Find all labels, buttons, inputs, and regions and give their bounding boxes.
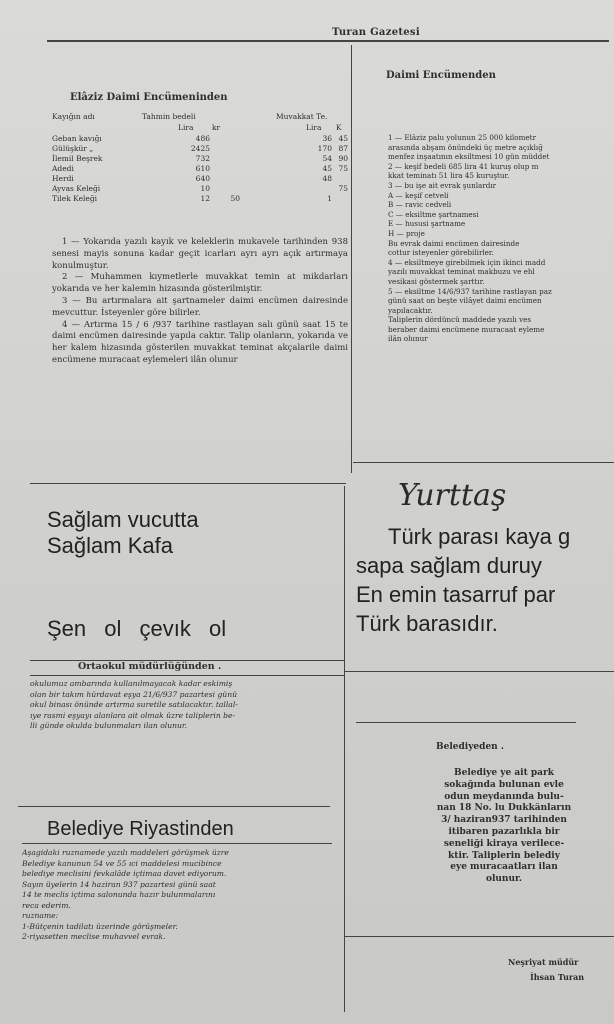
daimi-line: 1 — Elâziz palu yolunun 25 000 kilometr bbox=[388, 133, 537, 142]
table-header bbox=[50, 112, 350, 123]
table-subheader bbox=[50, 123, 350, 134]
col-header-estimate: Tahmin bedeli bbox=[142, 112, 196, 121]
unit-m-lira: Lira bbox=[306, 123, 322, 132]
belediyeden-title: Belediyeden . bbox=[436, 742, 504, 752]
yurttas-line-4: Türk barasıdır. bbox=[356, 611, 498, 636]
deposit-lira: 1 bbox=[327, 194, 332, 203]
daimi-line: beraber daimi encümene muracaat eyleme bbox=[388, 324, 545, 334]
elaziz-paragraphs bbox=[52, 237, 348, 367]
daimi-line: Taliplerin dördüncü maddede yazılı ves bbox=[388, 315, 532, 325]
boat-name: Ayvas Keleği bbox=[52, 184, 101, 193]
daimi-line: günü saat on beşte vilâyet daimi encümen bbox=[388, 296, 542, 306]
daimi-body bbox=[388, 133, 610, 344]
belediyeden-line: sokağında bulunan evle bbox=[444, 779, 564, 790]
table-row bbox=[50, 154, 350, 164]
belediye-riyaset-rule bbox=[22, 843, 332, 844]
daimi-line: H — proje bbox=[388, 228, 425, 238]
riyaset-line: 14 te meclis içtima salonunda hazır bulunmalarını bbox=[22, 890, 216, 899]
belediyeden-line: olunur. bbox=[485, 874, 523, 885]
yurttas-line-3: En emin tasarruf par bbox=[356, 582, 556, 607]
belediye-riyaset-body bbox=[22, 848, 338, 943]
table-row bbox=[50, 164, 350, 174]
ortaokul-title-rule bbox=[30, 675, 344, 676]
divider-left-3 bbox=[18, 806, 330, 807]
divider-right-2 bbox=[344, 671, 614, 672]
table-row bbox=[50, 134, 350, 144]
ortaokul-line: okulumuz ambarında kullanılmayacak kadar eskimiş bbox=[30, 679, 233, 688]
daimi-line: 3 — bu işe ait evrak şunlardır bbox=[388, 180, 497, 190]
yurttas-line-1: Türk parası kaya g bbox=[388, 524, 571, 549]
riyaset-line: reca ederim. bbox=[22, 900, 71, 910]
yurttas-line-2: sapa sağlam duruy bbox=[356, 553, 542, 578]
deposit-lira: 45 bbox=[322, 164, 332, 173]
daimi-line: Bu evrak daimi encümen dairesinde bbox=[388, 238, 520, 248]
yurttas-title: Yurttaş bbox=[398, 478, 507, 513]
deposit-lira: 170 bbox=[317, 144, 332, 153]
header-rule bbox=[47, 40, 609, 42]
riyaset-line: Aşagidaki ruznamede yazılı maddeleri görüşmek üzre bbox=[22, 848, 229, 857]
divider-right-3 bbox=[344, 936, 614, 937]
estimate-kr: 50 bbox=[230, 194, 240, 203]
estimate-lira: 610 bbox=[195, 164, 210, 173]
column-divider-lower bbox=[344, 486, 345, 1012]
boat-name: Tilek Keleği bbox=[52, 194, 98, 203]
column-divider-upper bbox=[351, 45, 352, 473]
ortaokul-line: okul binası önünde artırma suretile satılacaktır. tallal- bbox=[30, 700, 238, 709]
belediyeden-line: Belediye ye ait park bbox=[453, 768, 554, 778]
estimate-lira: 486 bbox=[195, 134, 210, 143]
daimi-line: 2 — keşif bedeli 685 lira 41 kuruş olup m bbox=[388, 161, 539, 171]
belediyeden-line: 3/ haziran937 tarihinden bbox=[441, 815, 567, 826]
table-body bbox=[50, 134, 350, 204]
unit-lira: Lira bbox=[178, 123, 194, 132]
estimate-lira: 12 bbox=[200, 194, 210, 203]
deposit-lira: 48 bbox=[322, 174, 332, 183]
belediyeden-body bbox=[404, 768, 604, 886]
daimi-line: kkat teminatı 51 lira 45 kuruştur. bbox=[388, 171, 510, 181]
footer-publisher-name: İhsan Turan bbox=[530, 972, 585, 982]
daimi-line: 5 — eksiltme 14/6/937 tarihine rastlayan paz bbox=[388, 286, 552, 296]
ortaokul-title: Ortaokul müdürlüğünden . bbox=[78, 661, 222, 672]
ortaokul-line: lli günde okulda bulunmaları ilan olunur. bbox=[30, 721, 188, 730]
riyaset-line: 2-riyasetten meclise muhavvel evrak. bbox=[22, 932, 166, 941]
ad-line-1: Sağlam vucutta bbox=[47, 507, 199, 532]
elaziz-paragraph-2: 2 — Muhammen kıymetlerle muvakkat temin at mikdarları yokarıda ve her kalemin hizasında gösterilmiştir. bbox=[52, 272, 348, 295]
riyaset-line: belediye meclisini fevkalâde içtimaa davet ediyorum. bbox=[22, 869, 227, 878]
ortaokul-line: olan bir takım hürdavat eşya 21/6/937 pazartesi günü bbox=[30, 689, 237, 699]
daimi-line: ilân olunur bbox=[388, 334, 428, 344]
estimate-lira: 732 bbox=[195, 154, 210, 163]
elaziz-title: Elâziz Daimi Encümeninden bbox=[70, 92, 228, 103]
deposit-lira: 36 bbox=[322, 134, 332, 143]
estimate-lira: 10 bbox=[200, 184, 210, 193]
daimi-line: 4 — eksiltmeye girebilmek için ikinci madd bbox=[388, 257, 546, 267]
boat-name: İlemil Beşrek bbox=[52, 154, 103, 163]
boat-name: Gülüşkür „ bbox=[52, 144, 94, 153]
divider-left-1 bbox=[30, 483, 346, 484]
deposit-k: 90 bbox=[338, 154, 348, 163]
estimate-lira: 640 bbox=[195, 174, 210, 183]
table-row bbox=[50, 144, 350, 154]
belediyeden-line: seneliği kiraya verilece- bbox=[443, 838, 565, 849]
belediyeden-top-rule bbox=[356, 722, 576, 723]
elaziz-paragraph-1: 1 — Yokarıda yazılı kayık ve keleklerin mukavele tarihinden 938 senesi mayis sonuna kadar geçit icarları ayrı ayrı açık artırmaya konulmuştur. bbox=[52, 237, 348, 271]
ortaokul-body bbox=[30, 679, 342, 732]
daimi-line: B — ravic cedveli bbox=[388, 200, 452, 210]
page-header-title: Turan Gazetesi bbox=[332, 27, 420, 38]
daimi-line: E — hususi şartname bbox=[388, 219, 466, 229]
belediyeden-line: itibaren pazarlıkla bir bbox=[448, 826, 560, 837]
elaziz-paragraph-4: 4 — Artırma 15 / 6 /937 tarihine rastlayan salı günü saat 15 te daimi encümen dairesinde yapıla caktır. Talip olanların, yokarıda ve her kalem hizasında gösterilen muvakkat teminat akçalarile daimi encümene muracaat eylemeleri ilân olunur bbox=[52, 319, 348, 365]
boat-name: Adedi bbox=[52, 164, 74, 173]
daimi-line: yazılı muvakkat teminat makbuzu ve ehl bbox=[388, 267, 535, 277]
deposit-k: 75 bbox=[338, 164, 348, 173]
elaziz-paragraph-3: 3 — Bu artırmalara ait şartnameler daimi encümen dairesinde mevcuttur. İsteyenler göre bilirler. bbox=[52, 295, 348, 318]
deposit-k: 87 bbox=[338, 144, 348, 153]
riyaset-line: ruzname: bbox=[22, 911, 59, 920]
daimi-line: menfez inşaatının eksiltmesi 10 gün müddet bbox=[388, 152, 550, 162]
elaziz-table bbox=[50, 112, 350, 204]
riyaset-line: Sayın üyelerin 14 haziran 937 pazartesi günü saat bbox=[22, 879, 216, 889]
deposit-k: 75 bbox=[338, 184, 348, 193]
estimate-lira: 2425 bbox=[190, 144, 210, 153]
table-row bbox=[50, 184, 350, 194]
divider-right-1 bbox=[353, 462, 614, 463]
daimi-line: vesikasi göstermek şarttır. bbox=[388, 276, 485, 286]
riyaset-line: Belediye kanunun 54 ve 55 ıci maddelesi mucibince bbox=[22, 858, 222, 868]
belediyeden-line: ktir. Taliplerin belediy bbox=[448, 850, 560, 861]
belediye-riyaset-title: Belediye Riyastinden bbox=[47, 818, 234, 840]
col-header-deposit: Muvakkat Te. bbox=[276, 112, 328, 121]
belediyeden-line: odun meydanında bulu- bbox=[444, 791, 564, 802]
col-header-name: Kayığın adı bbox=[52, 112, 95, 121]
yurttas-body bbox=[356, 522, 614, 638]
riyaset-line: 1-Bütçenin tadilatı üzerinde görüşmeler. bbox=[22, 921, 178, 931]
daimi-line: A — keşif cetveli bbox=[388, 190, 449, 200]
daimi-line: yapılacaktır. bbox=[388, 305, 433, 315]
unit-m-k: K bbox=[336, 123, 342, 132]
unit-kr: kr bbox=[212, 123, 221, 132]
boat-name: Geban kavığı bbox=[52, 134, 102, 143]
table-row bbox=[50, 174, 350, 184]
ortaokul-line: ıye rasmi eşyayı alanlara ait olmak üzre taliplerin be- bbox=[30, 710, 236, 720]
daimi-line: C — eksiltme şartnamesi bbox=[388, 209, 479, 219]
belediyeden-line: nan 18 No. lu Dukkânların bbox=[436, 803, 572, 814]
daimi-line: arasında abşam önündeki üç metre açıklığ bbox=[388, 142, 543, 152]
belediyeden-line: eye muracaatları ilan bbox=[450, 862, 558, 873]
deposit-lira: 54 bbox=[322, 154, 332, 163]
deposit-k: 45 bbox=[338, 134, 348, 143]
daimi-title: Daimi Encümenden bbox=[386, 70, 496, 81]
table-row bbox=[50, 194, 350, 204]
ad-line-2: Sağlam Kafa bbox=[47, 533, 173, 558]
boat-name: Herdi bbox=[52, 174, 74, 183]
daimi-line: cottur isteyenler görebilirler. bbox=[388, 248, 494, 258]
ad-slogan: Şen ol çevık ol bbox=[47, 616, 227, 641]
footer-publisher-role: Neşriyat müdür bbox=[508, 957, 579, 967]
